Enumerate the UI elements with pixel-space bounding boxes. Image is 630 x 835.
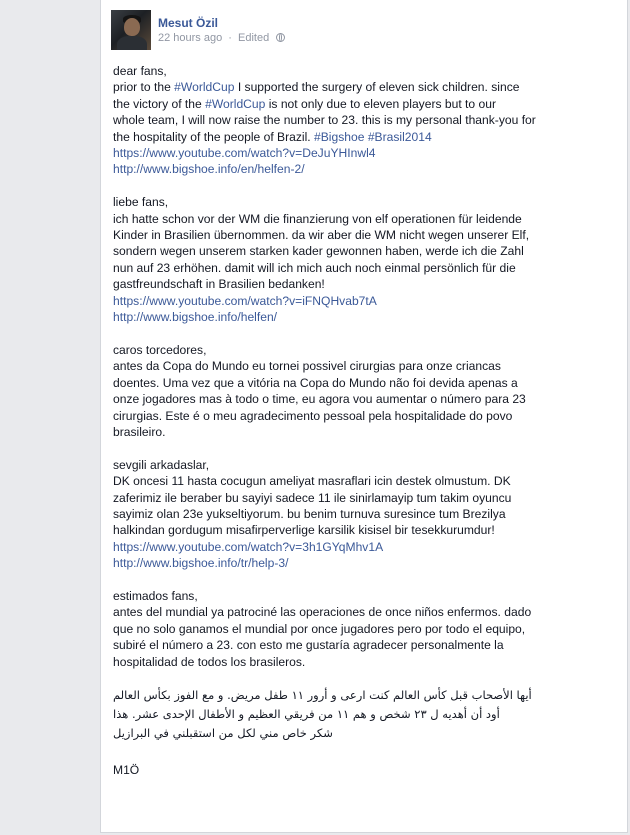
text-line — [113, 129, 621, 145]
meta-separator: · — [228, 32, 232, 44]
text-segment: شكر خاص مني لكل من استقبلني في البرازيل — [113, 726, 333, 741]
text-line — [113, 637, 621, 653]
text-line — [113, 243, 621, 259]
text-segment: the victory of the — [113, 96, 206, 111]
post-link[interactable]: https://www.youtube.com/watch?v=3h1GYqMhv1A — [113, 539, 384, 554]
edited-label[interactable]: Edited — [238, 32, 270, 44]
text-segment: cirurgias. Este é o meu agradecimento pessoal pela hospitalidade do povo — [113, 408, 513, 423]
text-line — [113, 555, 621, 571]
post-link[interactable]: http://www.bigshoe.info/tr/help-3/ — [113, 556, 289, 571]
text-segment: the hospitality of the people of Brazil. — [113, 129, 315, 144]
post-timestamp[interactable]: 22 hours ago — [158, 32, 223, 44]
text-line — [113, 145, 621, 161]
text-line — [113, 621, 621, 637]
text-segment: zaferimiz ile beraber bu sayiyi sadece 11 ile sinirlamayip tum takim oyuncu — [113, 490, 512, 505]
text-segment: whole team, I will now raise the number to 23. this is my personal thank-you for — [113, 113, 536, 128]
post-link[interactable]: http://www.bigshoe.info/helfen/ — [113, 310, 278, 325]
post-link[interactable]: https://www.youtube.com/watch?v=iFNQHvab7tA — [113, 293, 377, 308]
text-line — [113, 358, 621, 374]
text-segment: ich hatte schon vor der WM die finanzierung von elf operationen für leidende — [113, 211, 522, 226]
text-segment: subiré el número a 23. con esto me gustaría agradecer personalmente la — [113, 638, 504, 653]
post-card — [100, 0, 628, 833]
text-line — [113, 211, 621, 227]
text-segment: liebe fans, — [113, 195, 169, 210]
text-line — [113, 762, 621, 778]
text-segment: caros torcedores, — [113, 342, 207, 357]
globe-icon[interactable] — [276, 33, 285, 42]
text-line — [113, 391, 621, 407]
text-line — [113, 342, 621, 358]
text-segment: hospitalidad de todos los brasileros. — [113, 654, 306, 669]
post-paragraph — [113, 686, 621, 743]
post-meta — [158, 32, 285, 44]
avatar[interactable] — [111, 10, 151, 50]
text-line — [113, 506, 621, 522]
text-line — [113, 654, 621, 670]
text-line — [113, 604, 621, 620]
post-link[interactable]: http://www.bigshoe.info/en/helfen-2/ — [113, 162, 305, 177]
text-segment: doentes. Uma vez que a vitória na Copa do Mundo não foi devida apenas a — [113, 375, 518, 390]
text-line — [113, 309, 621, 325]
text-line — [113, 194, 621, 210]
hashtag-link[interactable]: #WorldCup — [205, 96, 266, 111]
text-line — [113, 161, 621, 177]
text-segment: DK oncesi 11 hasta cocugun ameliyat masraflari icin destek olmustum. DK — [113, 474, 511, 489]
text-segment: I supported the surgery of eleven sick children. since — [234, 80, 520, 95]
text-segment: onze jogadores mas à todo o time, eu agora vou aumentar o número para 23 — [113, 392, 526, 407]
text-line — [113, 539, 621, 555]
text-segment: estimados fans, — [113, 588, 198, 603]
text-segment: antes da Copa do Mundo eu tornei possivel cirurgias para onze criancas — [113, 359, 501, 374]
text-segment: dear fans, — [113, 64, 167, 78]
text-line — [113, 96, 621, 112]
text-segment: M1Ö — [113, 763, 140, 778]
text-segment: brasileiro. — [113, 424, 166, 439]
hashtag-link[interactable]: #Brasil2014 — [367, 129, 432, 144]
post-paragraph — [113, 194, 621, 325]
text-line — [113, 260, 621, 276]
post-paragraph — [113, 342, 621, 440]
text-line — [113, 686, 621, 705]
text-segment: gastfreundschaft in Brasilien bedanken! — [113, 277, 325, 292]
text-line — [113, 473, 621, 489]
text-segment: nun auf 23 erhöhen. damit will ich mich auch noch einmal persönlich für die — [113, 260, 516, 275]
text-line — [113, 490, 621, 506]
text-segment: prior to the — [113, 80, 175, 95]
author-name[interactable]: Mesut Özil — [158, 16, 219, 30]
text-line — [113, 227, 621, 243]
text-line — [113, 588, 621, 604]
text-line — [113, 457, 621, 473]
text-line — [113, 705, 621, 724]
text-segment: أيها الأصحاب قبل كأس العالم كنت ارعى و أرور ١١ طفل مريض. و مع الفوز بكأس العالم — [113, 688, 532, 703]
text-line — [113, 424, 621, 440]
text-line — [113, 293, 621, 309]
text-segment: sondern wegen unserem starken kader gewonnen haben, werde ich die Zahl — [113, 244, 524, 259]
text-segment: halkindan gordugum misafirperverlige karsilik kisisel bir tesekkurumdur! — [113, 523, 495, 538]
post-paragraph — [113, 588, 621, 670]
text-segment: is not only due to eleven players but to our — [265, 96, 496, 111]
post-body — [113, 63, 621, 795]
text-segment: sayimiz olan 23e yukseltiyorum. bu benim turnuva suresince tum Brezilya — [113, 506, 506, 521]
text-segment: أود أن أهديه ل ٢٣ شخص و هم ١١ من فريقي العظيم و الأطفال الإحدى عشر. هذا — [113, 707, 500, 722]
post-paragraph — [113, 63, 621, 178]
text-line — [113, 79, 621, 95]
signature — [113, 762, 621, 778]
text-segment: antes del mundial ya patrociné las operaciones de once niños enfermos. dado — [113, 605, 532, 620]
text-line — [113, 408, 621, 424]
text-line — [113, 724, 621, 743]
hashtag-link[interactable]: #WorldCup — [174, 80, 235, 95]
text-line — [113, 112, 621, 128]
text-line — [113, 522, 621, 538]
text-line — [113, 375, 621, 391]
text-segment: sevgili arkadaslar, — [113, 457, 210, 472]
post-link[interactable]: https://www.youtube.com/watch?v=DeJuYHInwl4 — [113, 146, 376, 161]
hashtag-link[interactable]: #Bigshoe — [314, 129, 365, 144]
post-paragraph — [113, 457, 621, 572]
text-line — [113, 63, 621, 79]
text-segment: que no solo ganamos el mundial por once jugadores pero por todo el equipo, — [113, 621, 526, 636]
text-segment: Kinder in Brasilien übernommen. da wir aber die WM nicht wegen unserer Elf, — [113, 228, 530, 243]
text-line — [113, 276, 621, 292]
